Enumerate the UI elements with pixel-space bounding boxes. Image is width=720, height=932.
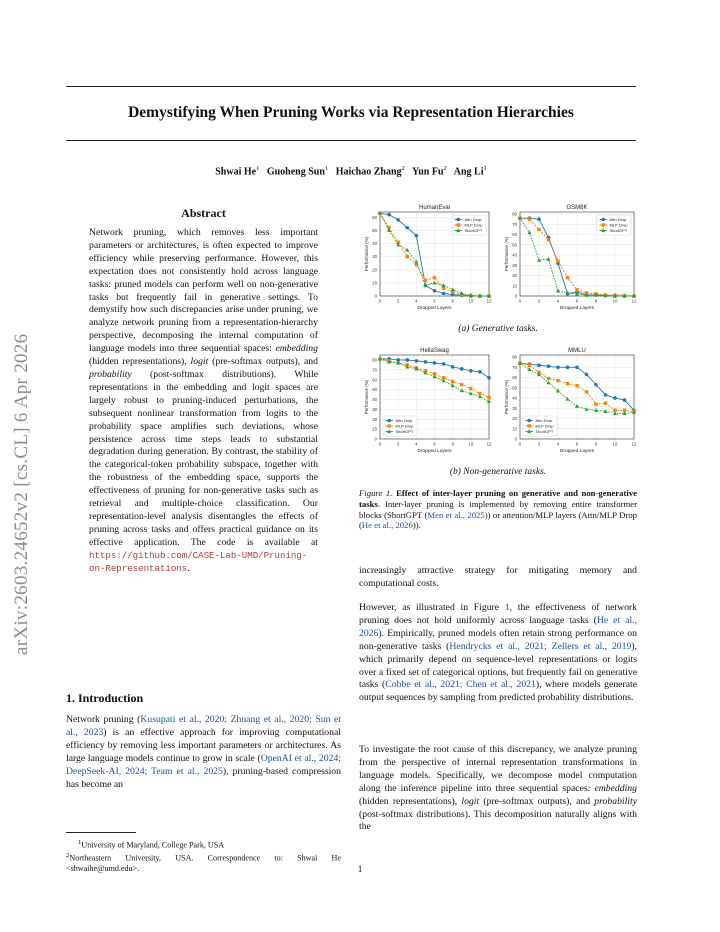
y-axis-label: Performance (%) [504,379,509,415]
x-tick-label: 10 [612,298,618,304]
y-tick-label: 30 [372,254,377,260]
data-point [478,370,482,374]
x-tick-label: 8 [451,441,454,447]
data-point [604,393,608,397]
text-emphasis: probability [594,795,637,807]
chart-svg [360,343,495,461]
x-tick-label: 10 [468,298,474,304]
x-tick-label: 4 [415,298,418,304]
x-tick-label: 4 [556,441,560,447]
x-tick-label: 6 [575,298,579,304]
data-point [528,424,531,427]
abstract-part: (post-softmax distributions). While representations in the embedding and logit spaces are largely robust to pruning-induced perturbations, the subsequent nonlinear transformation from logits to the probability space amplifies such deviations, whose persistence across time steps leads to substantial degradation during generation. By contrast, the stability of the categorical-token probability subspace, together with the robustness of the embedding space, supports the effectiveness of pruning for non-generative tasks such as retrieval and multiple-choice classification. Our representation-level analysis disentangles the effects of pruning across tasks and offers practical guidance on its effective application. The code is available at [89,368,318,548]
y-tick-label: 70 [372,367,377,373]
affiliation-mark: 1 [324,165,329,172]
x-axis-label: Dropped Layers [417,306,452,311]
citation-link[interactable]: Hendrycks et al., 2021; Zellers et al., 2019 [449,640,632,652]
y-tick-label: 70 [512,364,517,370]
x-tick-label: 2 [396,441,400,447]
figure-caption [359,488,637,531]
data-point [556,365,560,369]
chart-humaneval [360,200,495,318]
legend-label: MLP Drop [395,423,414,429]
text-part: ) is an effective approach for improving computational efficiency by removing less important parameters or architectures. As large language models continue to grow in scale ( [66,726,341,764]
data-point [528,217,531,220]
figure-caption-title: Effect of inter-layer pruning on generative and non-generative tasks [359,488,637,509]
data-point [623,398,627,402]
x-tick-label: 8 [451,298,454,304]
citation-link[interactable]: He et al., 2026 [361,520,413,531]
legend-label: Attn Drop [464,217,482,222]
legend-label: MLP Drop [609,222,628,228]
footnote-rule [66,832,136,833]
y-tick-label: 30 [512,405,517,411]
right-paragraph-3 [359,744,637,834]
data-point [566,382,569,385]
data-point [556,289,560,293]
data-point [405,226,409,230]
data-point [566,365,570,369]
y-tick-label: 20 [512,273,517,279]
author: Ang Li [453,166,484,178]
y-tick-label: 40 [512,395,517,401]
y-tick-label: 50 [372,387,377,393]
y-tick-label: 60 [512,375,517,381]
data-point [433,361,437,365]
affiliation-mark: 1 [256,165,260,172]
data-point [451,287,455,291]
data-point [585,390,588,393]
data-point [527,419,531,423]
figure-label: Figure 1. [359,488,393,498]
code-link[interactable]: https://github.com/CASE-Lab-UMD/Pruning-on-Representations [89,549,308,574]
x-tick-label: 6 [433,441,436,447]
data-point [415,234,419,238]
y-tick-label: 50 [512,242,517,248]
abstract-text: Network pruning, which removes less important parameters or architectures, is often expected to improve efficiency while preserving performance. However, this expectation does not consistently hold across language tasks: pruned models can perform well on non-generative tasks but frequently fail in generative settings. To demystify how such discrepancies arise under pruning, we analyze network pruning from a representation-hierarchy perspective, decomposing the internal computation of language models into three sequential spaces: embedding (hidden representations), logit (pre-softmax outputs), and probability (post-softmax distributions). While representations in the embedding and logit spaces are largely robust to pruning-induced perturbations, the subsequent nonlinear transformation from logits to the probability space amplifies such deviations, whose persistence across time steps leads to substantial degradation during generation. By contrast, the stability of the categorical-token probability subspace, together with the robustness of the embedding space, supports the effectiveness of pruning for non-generative tasks such as retrieval and multiple-choice classification. Our representation-level analysis disentangles the effects of pruning across tasks and offers practical guidance on its effective application. The code is available at https://github.com/CASE-Lab-UMD/Pruning-on-Representations. [89,227,318,574]
text-part: ), where models generate output sequences by sampling from predicted probability distributions. [359,679,637,704]
footnote-text: University of Maryland, College Park, USA [81,840,225,850]
text-part: (hidden representations), [359,795,462,807]
author: Shwai He [215,166,257,178]
x-tick-label: 6 [575,441,579,447]
legend-label: ShortGPT [395,429,414,434]
abstract-part: (hidden representations), [89,356,191,368]
text-part: ), which primarily depend on sequence-level representations or logits over a fixed set of categorical options, but frequently fail on generative tasks ( [359,640,637,691]
y-tick-label: 60 [372,377,377,383]
x-axis-label: Dropped Layers [559,449,595,454]
y-tick-label: 40 [512,252,517,258]
legend-label: ShortGPT [609,228,628,233]
x-tick-label: 2 [537,441,541,447]
data-point [388,424,391,427]
data-point [566,291,570,295]
author-list [66,165,636,177]
author: Guoheng Sun [266,166,325,178]
subcaption-b: (b) Non-generative tasks. [449,467,547,477]
data-point [415,359,419,363]
legend [523,416,557,436]
footnote-1: $^1$University of Maryland, College Park, USA [78,839,225,850]
data-point [575,365,579,369]
data-point [585,373,589,377]
data-point [613,396,617,400]
text-part: To investigate the root cause of this discrepancy, we analyze pruning from the perspective of internal representation transformations in language models. Specifically, we decompose model computation along the inference pipeline into three sequential spaces: [359,744,637,794]
text-part: (post-softmax distributions). This decomposition naturally aligns with the [359,808,637,833]
citation-link[interactable]: OpenAI et al., 2024; DeepSeek-AI, 2024; Team et al., 2025 [66,752,341,777]
text-part: Network pruning ( [66,714,141,725]
data-point [575,384,578,387]
y-tick-label: 10 [372,426,377,432]
chart-title: HumanEval [418,205,451,211]
legend-label: MLP Drop [464,222,483,228]
y-axis-label: Performance (%) [364,379,369,415]
y-tick-label: 40 [372,241,377,247]
x-axis-label: Dropped Layers [417,449,452,454]
affiliation-mark: 2 [401,165,405,172]
y-tick-label: 70 [512,221,517,227]
introduction-heading: 1. Introduction [66,691,144,705]
y-tick-label: 30 [372,406,377,412]
text-part: (pre-softmax outputs), and [479,795,595,807]
chart-svg [500,200,640,318]
chart-gsm8k [500,200,640,318]
citation-link[interactable]: Cobbe et al., 2021; Chen et al., 2021 [385,679,536,691]
y-tick-label: 50 [372,227,377,233]
data-point [547,364,551,368]
data-point [602,223,605,226]
legend [597,215,631,235]
data-point [556,379,559,382]
legend [383,416,417,436]
text-part: . Inter-layer pruning is implemented by removing entire transformer blocks (ShortGPT ( [359,498,637,520]
data-point [547,380,551,384]
abstract-part: (pre-softmax outputs), and [208,356,318,368]
right-paragraph-2 [359,602,637,705]
author: Yun Fu [411,166,444,178]
text-part: )) or attention/MLP layers (Attn/MLP Drop ( [359,509,638,531]
y-tick-label: 80 [512,211,517,217]
abstract-emphasis: logit [190,356,209,368]
data-point [424,279,427,282]
chart-mmlu [500,343,640,461]
data-point [528,367,532,371]
x-tick-label: 12 [486,298,492,304]
x-axis-label: Dropped Layers [559,306,595,311]
y-tick-label: 40 [372,397,377,403]
legend-label: Attn Drop [609,217,627,222]
y-tick-label: 80 [512,354,517,360]
x-tick-label: 8 [594,298,598,304]
x-tick-label: 4 [556,298,560,304]
chart-svg [500,343,640,461]
footnote-2: $^2$Northeastern University, USA. Correspondence to: Shwai He <shwaihe@umd.edu>. [66,852,341,874]
data-point [537,228,540,231]
y-tick-label: 0 [514,293,517,299]
data-point [442,362,446,366]
x-tick-label: 12 [631,441,637,447]
data-point [460,367,464,371]
y-axis-label: Performance (%) [364,236,369,272]
x-tick-label: 12 [631,298,637,304]
data-point [487,376,491,380]
abstract-heading: Abstract [181,206,226,220]
data-point [460,383,463,386]
affiliation-mark: 2 [443,165,447,172]
data-point [585,407,589,411]
data-point [547,238,550,241]
data-point [406,255,409,258]
page-number: 1 [357,864,363,875]
y-tick-label: 10 [512,283,517,289]
y-tick-label: 20 [372,267,377,273]
data-point [396,218,400,222]
data-point [469,369,473,373]
data-point [566,397,570,401]
subcaption-a: (a) Generative tasks. [458,324,538,334]
legend-label: Attn Drop [535,418,553,423]
data-point [424,360,428,364]
figure-link[interactable]: 1 [504,602,510,613]
legend-label: ShortGPT [535,429,554,434]
x-tick-label: 0 [518,298,522,304]
data-point [451,365,455,369]
y-tick-label: 0 [374,436,377,442]
x-tick-label: 2 [537,298,541,304]
title-rule [66,140,636,141]
x-tick-label: 12 [486,441,492,447]
data-point [537,217,541,221]
data-point [456,218,460,222]
y-tick-label: 30 [512,262,517,268]
data-point [387,419,391,423]
data-point [575,404,579,408]
chart-svg [360,200,495,318]
data-point [594,402,597,405]
x-tick-label: 6 [433,298,436,304]
y-tick-label: 20 [512,416,517,422]
y-tick-label: 0 [374,293,377,299]
citation-link[interactable]: Kusupati et al., 2020; Zhuang et al., 2020; Sun et al., 2023 [66,714,341,738]
abstract-emphasis: embedding [275,343,318,355]
data-point [451,380,454,383]
footnote-text: Northeastern University, USA. Correspondence to: Shwai He <shwaihe@umd.edu>. [66,853,341,874]
abstract-emphasis: probability [89,368,132,380]
data-point [537,363,541,367]
data-point [387,213,391,217]
legend [452,215,486,235]
text-part: However, as illustrated in Figure [359,602,505,613]
chart-title: HellaSwag [420,348,449,354]
data-point [601,218,605,222]
data-point [528,364,531,367]
x-tick-label: 10 [612,441,618,447]
x-tick-label: 2 [396,298,400,304]
data-point [433,289,437,293]
x-tick-label: 0 [378,441,382,447]
legend-label: MLP Drop [535,423,554,429]
citation-link[interactable]: He et al., 2026 [359,614,637,639]
y-tick-label: 60 [512,232,517,238]
y-tick-label: 80 [372,357,377,363]
author: Haichao Zhang [335,166,402,178]
x-tick-label: 4 [415,441,418,447]
data-point [594,383,598,387]
citation-link[interactable]: Men et al., 2025 [427,509,485,520]
data-point [405,358,409,362]
affiliation-mark: 1 [483,165,487,172]
top-rule [66,86,636,87]
data-point [457,223,460,226]
y-tick-label: 10 [372,280,377,286]
data-point [604,401,607,404]
arxiv-stamp: arXiv:2603.24652v2 [cs.CL] 6 Apr 2026 [11,333,32,655]
y-tick-label: 60 [372,214,377,220]
text-emphasis: logit [461,795,480,807]
legend-label: Attn Drop [395,418,413,423]
text-part: , the effectiveness of network pruning does not hold uniformly across language tasks ( [359,602,637,626]
x-tick-label: 0 [378,298,382,304]
data-point [442,292,446,296]
y-tick-label: 50 [512,385,517,391]
right-paragraph-1: increasingly attractive strategy for mitigating memory and computational costs. [359,565,637,589]
x-tick-label: 10 [468,441,474,447]
text-part: ), pruning-based compression has become an [66,765,341,790]
text-part: )). [412,520,421,531]
data-point [566,276,569,279]
text-part: ). Empirically, pruned models often retain strong performance on non-generative tasks ( [359,627,637,652]
chart-title: GSM8K [566,205,588,211]
data-point [469,387,472,390]
data-point [556,259,559,262]
abstract-part: Network pruning, which removes less important parameters or architectures, is often expected to improve efficiency while preserving performance. However, this expectation does not consistently hold across language tasks: pruned models can perform well on non-generative tasks but frequently fail in generative settings. To demystify how such discrepancies arise under pruning, we analyze network pruning from a representation-hierarchy perspective, decomposing the internal computation of language models into three sequential spaces: [89,227,318,355]
y-tick-label: 10 [512,426,517,432]
y-tick-label: 20 [372,416,377,422]
y-tick-label: 0 [514,436,517,442]
data-point [433,276,436,279]
chart-hellaswag [360,343,495,461]
data-point [575,288,578,291]
data-point [547,377,550,380]
data-point [487,396,490,399]
text-emphasis: embedding [594,782,637,794]
paper-title: Demystifying When Pruning Works via Representation Hierarchies [128,104,574,121]
x-tick-label: 8 [594,441,598,447]
x-tick-label: 0 [518,441,522,447]
chart-title: MMLU [568,348,586,354]
intro-paragraph [66,714,341,791]
data-point [433,281,437,285]
y-axis-label: Performance (%) [504,236,509,272]
legend-label: ShortGPT [464,228,483,233]
